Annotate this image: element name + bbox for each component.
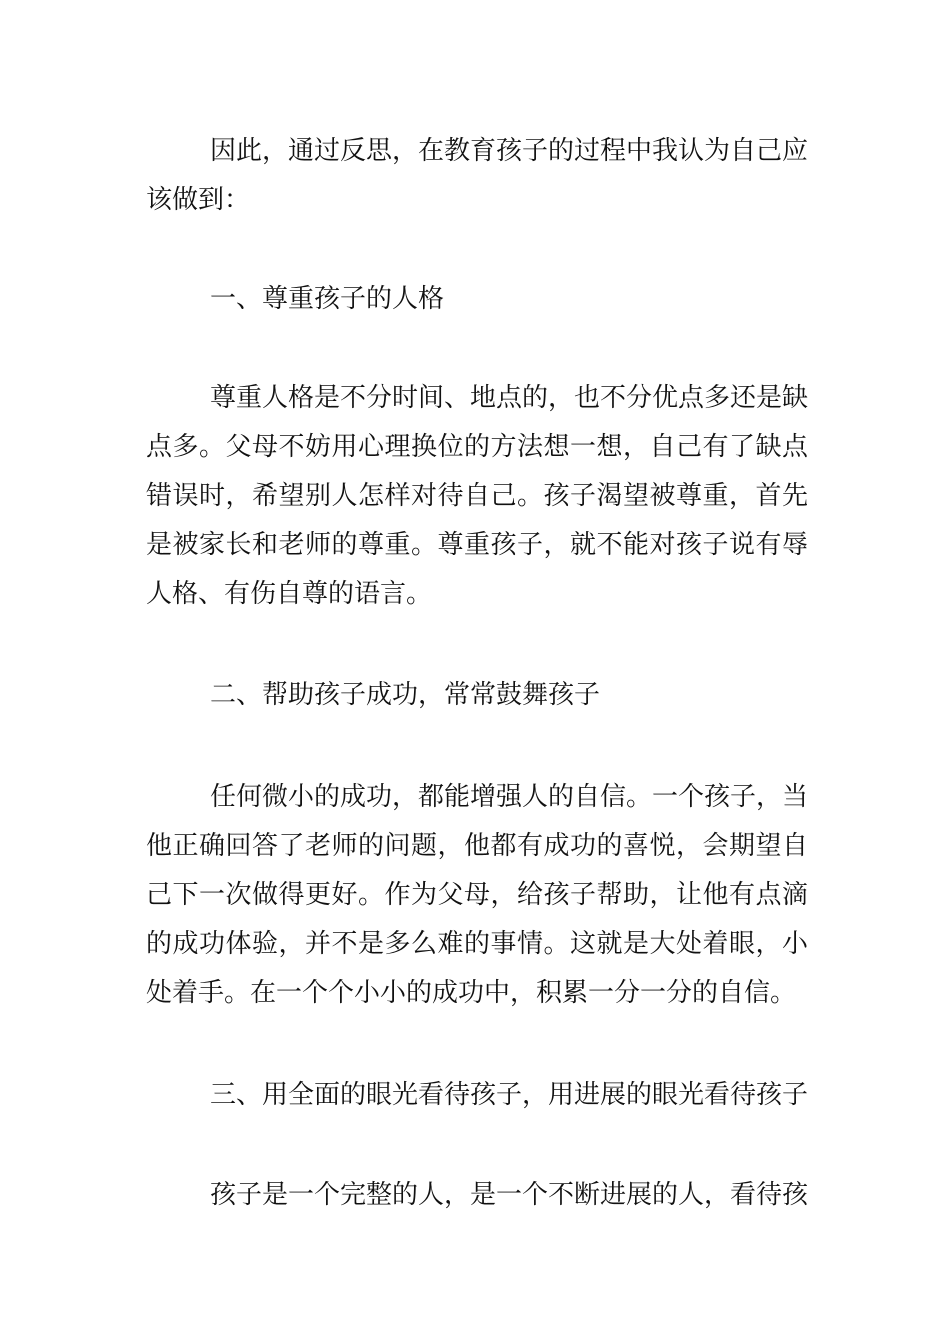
section-heading-3: 三、用全面的眼光看待孩子，用进展的眼光看待孩子 — [210, 1080, 809, 1110]
section-2-paragraph: 任何微小的成功，都能增强人的自信。一个孩子，当他正确回答了老师的问题，他都有成功的喜悦，会期望自己下一次做得更好。作为父母，给孩子帮助，让他有点滴的成功体验，并不是多么难的事情。这就是大处着眼，小处着手。在一个个小小的成功中，积累一分一分的自信。 — [146, 782, 809, 1008]
section-heading-1: 一、尊重孩子的人格 — [210, 284, 445, 314]
section-3-paragraph: 孩子是一个完整的人，是一个不断进展的人，看待孩 — [210, 1180, 809, 1210]
intro-paragraph: 因此，通过反思，在教育孩子的过程中我认为自己应该做到： — [146, 136, 809, 215]
section-1-paragraph: 尊重人格是不分时间、地点的，也不分优点多还是缺点多。父母不妨用心理换位的方法想一想，自己有了缺点错误时，希望别人怎样对待自己。孩子渴望被尊重，首先是被家长和老师的尊重。尊重孩子，就不能对孩子说有辱人格、有伤自尊的语言。 — [146, 383, 809, 609]
section-heading-2: 二、帮助孩子成功，常常鼓舞孩子 — [210, 680, 601, 710]
